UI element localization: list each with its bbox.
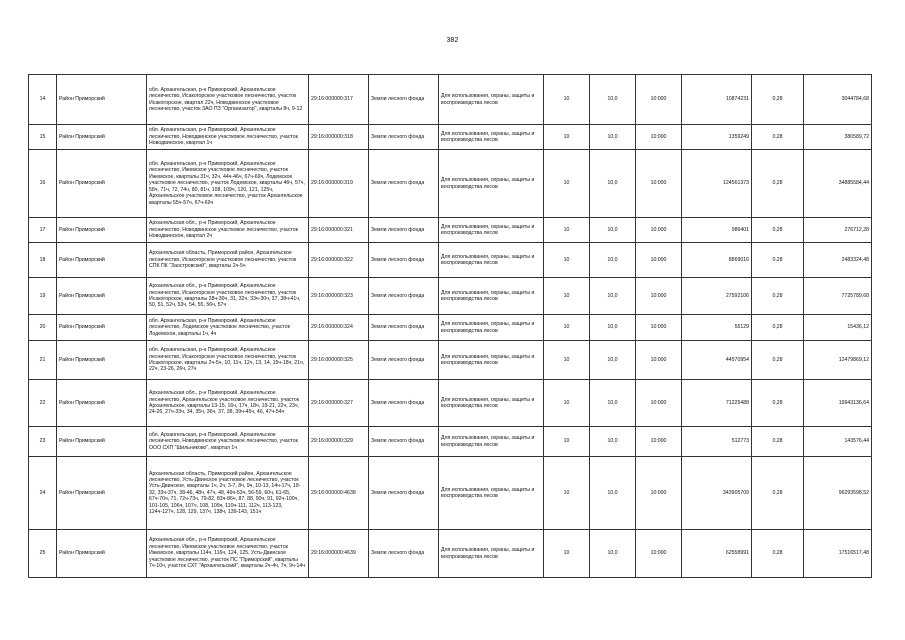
district-cell: Район Приморский	[57, 315, 147, 341]
cadastral-number-cell: 29:16:000000:329	[309, 427, 369, 457]
location-cell: обл. Архангельская, р-н Приморский, Архангельское лесничество, Новодвинское участковое лесничество, участок Новодвинское, квартал 1ч	[147, 125, 309, 150]
area-cell: 1359249	[682, 125, 752, 150]
permitted-use-cell: Для использования, охраны, защиты и воспроизводства лесов	[439, 218, 544, 243]
table-row	[29, 278, 872, 315]
rate-cell: 0,28	[752, 75, 804, 125]
permitted-use-cell: Для использования, охраны, защиты и воспроизводства лесов	[439, 530, 544, 578]
value-cell-2: 10,0	[590, 457, 636, 530]
district-cell: Район Приморский	[57, 278, 147, 315]
land-category-cell: Земли лесного фонда	[369, 380, 439, 427]
land-registry-table	[28, 74, 872, 578]
location-cell: Архангельская обл., р-н Приморский, Архангельское лесничество, Ижемское участковое лесничество, участок Ижемское, кварталы 114ч, 116ч, 124, 125, Усть-Двинское участковое лесничество, участок ПС "Приморский", кварталы 7ч-10ч, участок СХТ "Архангельский", кварталы 2ч-4ч, 7ч, 9ч-14ч	[147, 530, 309, 578]
value-cell-2: 10,0	[590, 315, 636, 341]
area-cell: 986401	[682, 218, 752, 243]
cadastral-number-cell: 29:16:000000:319	[309, 150, 369, 218]
cadastral-number-cell: 29:16:000000:321	[309, 218, 369, 243]
district-cell: Район Приморский	[57, 427, 147, 457]
value-cell-3: 10:000	[636, 75, 682, 125]
value-cell-2: 10,0	[590, 341, 636, 380]
table-row	[29, 150, 872, 218]
district-cell: Район Приморский	[57, 457, 147, 530]
land-category-cell: Земли лесного фонда	[369, 427, 439, 457]
area-cell: 55129	[682, 315, 752, 341]
value-cell-3: 10:000	[636, 427, 682, 457]
row-number: 15	[29, 125, 57, 150]
value-cell-2: 10,0	[590, 243, 636, 278]
land-category-cell: Земли лесного фонда	[369, 341, 439, 380]
land-category-cell: Земли лесного фонда	[369, 530, 439, 578]
sum-cell: 15436,12	[804, 315, 872, 341]
sum-cell: 143576,44	[804, 427, 872, 457]
district-cell: Район Приморский	[57, 341, 147, 380]
cadastral-number-cell: 29:16:000000:317	[309, 75, 369, 125]
row-number: 24	[29, 457, 57, 530]
district-cell: Район Приморский	[57, 243, 147, 278]
rate-cell: 0,28	[752, 218, 804, 243]
value-cell-2: 10,0	[590, 427, 636, 457]
value-cell-3: 10:000	[636, 218, 682, 243]
value-cell-2: 10,0	[590, 530, 636, 578]
table-row	[29, 125, 872, 150]
location-cell: Архангельская область, Приморский район, Архангельское лесничество, Усть-Двинское участковое лесничество, участок Усть-Двинское, кварталы 1ч, 2ч, 3-7, 8ч, 9ч, 10-13, 14ч-17ч, 18-32, 33ч-37ч, 38-46, 48ч, 47ч, 48, 49ч-53ч, 56-59, 60ч, 61-65, 67ч-70ч, 71, 72ч-73ч, 79-82, 83ч-86ч, 87, 88, 90ч, 91, 92ч-100ч, 101-105, 106ч, 107ч, 108, 109ч, 110ч-111, 112ч, 113-123, 124ч-127ч, 128, 129, 137ч, 138ч, 139-143, 151ч	[147, 457, 309, 530]
location-cell: обл. Архангельская, р-н Приморский, Архангельское лесничество, Ижемское участковое лесничество, участок Ижемское, кварталы 31ч, 32ч, 44ч-46ч, 67ч-69ч, Лодемское участковое лесничество, участок Лодемское, кварталы 46ч, 57ч, 58ч, 71ч, 72, 74ч, 80, 81ч, 108, 109ч, 120, 121, 125ч, Архангельское участковое лесничество, участок Архангельское кварталы 55ч-57ч, 67ч-69ч	[147, 150, 309, 218]
table-row	[29, 341, 872, 380]
row-number: 22	[29, 380, 57, 427]
value-cell-1: 10	[544, 530, 590, 578]
cadastral-number-cell: 29:16:000000:318	[309, 125, 369, 150]
district-cell: Район Приморский	[57, 75, 147, 125]
location-cell: Архангельская область, Приморский район, Архангельское лесничество, Исакогорское участковое лесничество, участок СПК ПК "Заостровский", кварталы 2ч-5ч	[147, 243, 309, 278]
district-cell: Район Приморский	[57, 530, 147, 578]
rate-cell: 0,28	[752, 457, 804, 530]
value-cell-3: 10:000	[636, 315, 682, 341]
page-number: 382	[446, 37, 459, 44]
sum-cell: 2483324,48	[804, 243, 872, 278]
value-cell-3: 10:000	[636, 457, 682, 530]
value-cell-1: 10	[544, 341, 590, 380]
value-cell-1: 10	[544, 278, 590, 315]
rate-cell: 0,28	[752, 243, 804, 278]
value-cell-3: 10:000	[636, 125, 682, 150]
value-cell-3: 10:000	[636, 380, 682, 427]
land-category-cell: Земли лесного фонда	[369, 218, 439, 243]
table-row	[29, 530, 872, 578]
row-number: 20	[29, 315, 57, 341]
rate-cell: 0,28	[752, 125, 804, 150]
value-cell-2: 10,0	[590, 75, 636, 125]
sum-cell: 276712,28	[804, 218, 872, 243]
table-row	[29, 75, 872, 125]
value-cell-2: 10,0	[590, 278, 636, 315]
district-cell: Район Приморский	[57, 125, 147, 150]
permitted-use-cell: Для использования, охраны, защиты и воспроизводства лесов	[439, 150, 544, 218]
value-cell-2: 10,0	[590, 218, 636, 243]
district-cell: Район Приморский	[57, 218, 147, 243]
permitted-use-cell: Для использования, охраны, защиты и воспроизводства лесов	[439, 457, 544, 530]
sum-cell: 17516517,48	[804, 530, 872, 578]
table-row	[29, 457, 872, 530]
cadastral-number-cell: 29:16:000000:323	[309, 278, 369, 315]
land-category-cell: Земли лесного фонда	[369, 150, 439, 218]
value-cell-3: 10:000	[636, 530, 682, 578]
location-cell: обл. Архангельская, р-н Приморский, Архангельское лесничество, Лодемское участковое лесничество, участок Лодемское, кварталы 1ч, 4ч	[147, 315, 309, 341]
value-cell-2: 10,0	[590, 125, 636, 150]
value-cell-1: 10	[544, 75, 590, 125]
permitted-use-cell: Для использования, охраны, защиты и воспроизводства лесов	[439, 278, 544, 315]
row-number: 16	[29, 150, 57, 218]
land-category-cell: Земли лесного фонда	[369, 457, 439, 530]
value-cell-3: 10:000	[636, 243, 682, 278]
value-cell-1: 10	[544, 150, 590, 218]
area-cell: 512773	[682, 427, 752, 457]
area-cell: 62558991	[682, 530, 752, 578]
sum-cell: 3044784,68	[804, 75, 872, 125]
area-cell: 27592106	[682, 278, 752, 315]
rate-cell: 0,28	[752, 278, 804, 315]
district-cell: Район Приморский	[57, 380, 147, 427]
location-cell: Архангельская обл., р-н Приморский, Архангельское лесничество, Новодвинское участковое лесничество, участок Новодвинское, квартал 2ч	[147, 218, 309, 243]
value-cell-1: 10	[544, 243, 590, 278]
table-row	[29, 218, 872, 243]
value-cell-3: 10:000	[636, 278, 682, 315]
value-cell-3: 10:000	[636, 341, 682, 380]
value-cell-1: 10	[544, 380, 590, 427]
land-category-cell: Земли лесного фонда	[369, 278, 439, 315]
land-category-cell: Земли лесного фонда	[369, 243, 439, 278]
area-cell: 10874231	[682, 75, 752, 125]
area-cell: 343905709	[682, 457, 752, 530]
row-number: 14	[29, 75, 57, 125]
permitted-use-cell: Для использования, охраны, защиты и воспроизводства лесов	[439, 75, 544, 125]
row-number: 18	[29, 243, 57, 278]
value-cell-2: 10,0	[590, 150, 636, 218]
rate-cell: 0,28	[752, 315, 804, 341]
table-row	[29, 427, 872, 457]
value-cell-3: 10:000	[636, 150, 682, 218]
row-number: 25	[29, 530, 57, 578]
cadastral-number-cell: 29:16:000000:327	[309, 380, 369, 427]
rate-cell: 0,28	[752, 427, 804, 457]
sum-cell: 12479869,12	[804, 341, 872, 380]
sum-cell: 96293598,52	[804, 457, 872, 530]
table-row	[29, 315, 872, 341]
cadastral-number-cell: 29:16:000000:324	[309, 315, 369, 341]
sum-cell: 7725789,68	[804, 278, 872, 315]
area-cell: 8869016	[682, 243, 752, 278]
permitted-use-cell: Для использования, охраны, защиты и воспроизводства лесов	[439, 243, 544, 278]
cadastral-number-cell: 29:16:000000:4638	[309, 457, 369, 530]
cadastral-number-cell: 29:16:000000:4639	[309, 530, 369, 578]
rate-cell: 0,28	[752, 380, 804, 427]
area-cell: 44570954	[682, 341, 752, 380]
area-cell: 71225488	[682, 380, 752, 427]
district-cell: Район Приморский	[57, 150, 147, 218]
location-cell: Архангельская обл., р-н Приморский, Архангельское лесничество, Исакогорское участковое лесничество, участок Исакогорское, кварталы 28ч-30ч, 31, 32ч, 33ч-30ч, 37, 38ч-41ч, 50, 51, 52ч, 53ч, 54, 55, 56ч, 57ч	[147, 278, 309, 315]
rate-cell: 0,28	[752, 150, 804, 218]
value-cell-1: 10	[544, 315, 590, 341]
table-row	[29, 243, 872, 278]
permitted-use-cell: Для использования, охраны, защиты и воспроизводства лесов	[439, 427, 544, 457]
table-row	[29, 380, 872, 427]
cadastral-number-cell: 29:16:000000:322	[309, 243, 369, 278]
row-number: 23	[29, 427, 57, 457]
location-cell: обл. Архангельская, р-н Приморский, Архангельское лесничество, Новодвинское участковое лесничество, участок ООО СХП "Шильниково", квартал 1ч	[147, 427, 309, 457]
rate-cell: 0,28	[752, 530, 804, 578]
land-category-cell: Земли лесного фонда	[369, 125, 439, 150]
land-category-cell: Земли лесного фонда	[369, 75, 439, 125]
land-category-cell: Земли лесного фонда	[369, 315, 439, 341]
location-cell: обл. Архангельская, р-н Приморский, Архангельское лесничество, Исакогорское участковое лесничество, участок Исакогорское, кварталы 2ч-5ч, 10, 11ч, 12ч, 13, 14, 15ч-18ч, 21ч, 22ч, 23-26, 26ч, 27ч	[147, 341, 309, 380]
sum-cell: 19943136,64	[804, 380, 872, 427]
rate-cell: 0,28	[752, 341, 804, 380]
row-number: 17	[29, 218, 57, 243]
row-number: 19	[29, 278, 57, 315]
value-cell-1: 10	[544, 218, 590, 243]
sum-cell: 380589,72	[804, 125, 872, 150]
location-cell: Архангельская обл., р-н Приморский, Архангельское лесничество, Архангельское участковое лесничество, участок Архангельское, кварталы 13-15, 16ч, 17ч, 18ч, 19-21, 22ч, 23ч, 24-26, 27ч-33ч, 34, 35ч, 36ч, 37, 38, 39ч-45ч, 46, 47ч-54ч	[147, 380, 309, 427]
sum-cell: 34885584,44	[804, 150, 872, 218]
area-cell: 124561373	[682, 150, 752, 218]
row-number: 21	[29, 341, 57, 380]
permitted-use-cell: Для использования, охраны, защиты и воспроизводства лесов	[439, 125, 544, 150]
location-cell: обл. Архангельская, р-н Приморский, Архангельское лесничество, Исакогорское участковое лесничество, участок Исакогорское, квартал 22ч, Новодвинское участковое лесничество, участок ЗАО ПЗ "Организатор", кварталы 8ч, 9-12	[147, 75, 309, 125]
cadastral-number-cell: 29:16:000000:325	[309, 341, 369, 380]
permitted-use-cell: Для использования, охраны, защиты и воспроизводства лесов	[439, 380, 544, 427]
permitted-use-cell: Для использования, охраны, защиты и воспроизводства лесов	[439, 341, 544, 380]
value-cell-1: 10	[544, 125, 590, 150]
value-cell-1: 10	[544, 457, 590, 530]
permitted-use-cell: Для использования, охраны, защиты и воспроизводства лесов	[439, 315, 544, 341]
value-cell-1: 10	[544, 427, 590, 457]
value-cell-2: 10,0	[590, 380, 636, 427]
